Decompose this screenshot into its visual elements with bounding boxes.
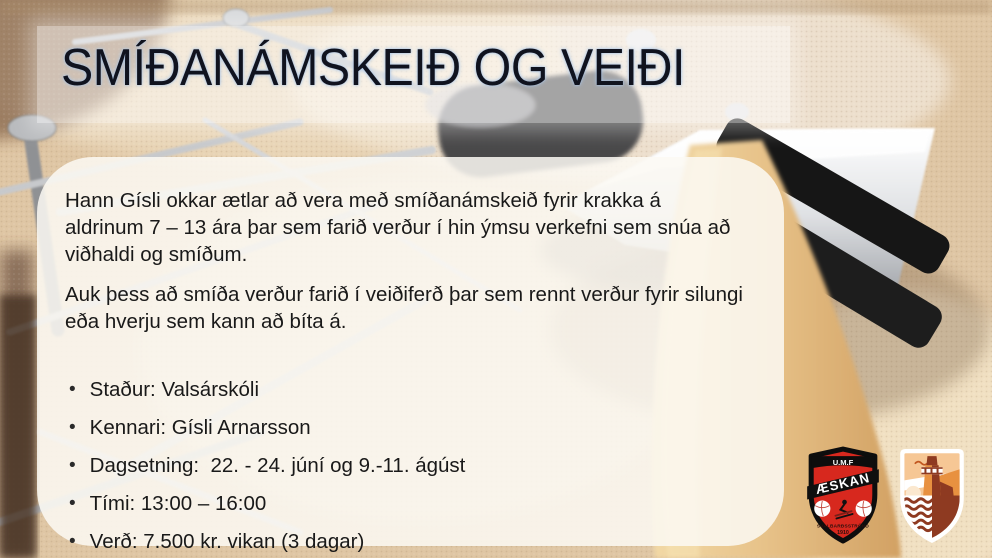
list-item-time <box>69 493 750 514</box>
list-item-text: Kennari: Gísli Arnarsson <box>89 416 311 439</box>
bullet-icon: • <box>69 379 76 400</box>
list-item-price <box>69 531 750 552</box>
list-item-dates <box>69 455 750 476</box>
list-item-text: Tími: 13:00 – 16:00 <box>89 492 267 515</box>
content-panel <box>37 157 784 553</box>
wood-plank <box>0 295 36 558</box>
list-item-text: Verð: 7.500 kr. vikan (3 dagar) <box>89 530 365 553</box>
aeskan-org-label: U.M.F <box>832 458 854 468</box>
fishing-paragraph: Auk þess að smíða verður farið í veiðiferð þar sem rennt verður fyrir silungi eða hverju sem kann að bíta á. <box>65 283 755 333</box>
list-item-location <box>69 379 750 400</box>
aeskan-name-label: ÆSKAN <box>814 469 872 497</box>
intro-paragraph: Hann Gísli okkar ætlar að vera með smíðanámskeið fyrir krakka á aldrinum 7 – 13 ára þar sem farið verður í hin ýmsu verkefni sem snúa að viðhaldi og smíðum. <box>65 189 737 266</box>
bullet-icon: • <box>69 531 76 552</box>
list-item-text: Dagsetning: 22. - 24. júní og 9.-11. ágúst <box>89 454 466 477</box>
details-list <box>65 379 750 552</box>
volleyball-icon <box>814 501 830 517</box>
bullet-icon: • <box>69 417 76 438</box>
list-item-text: Staður: Valsárskóli <box>89 378 260 401</box>
aeskan-region-label: SVALBARÐSSTRÖND <box>816 524 870 530</box>
municipality-crest-logo <box>891 443 973 546</box>
bullet-icon: • <box>69 493 76 514</box>
bullet-icon: • <box>69 455 76 476</box>
list-item-teacher <box>69 417 750 438</box>
volleyball-icon <box>856 501 872 517</box>
slide-title: SMÍÐANÁMSKEIÐ OG VEIÐI <box>61 39 685 97</box>
aeskan-year-label: 1910 <box>837 529 849 536</box>
aeskan-logo <box>802 445 884 546</box>
